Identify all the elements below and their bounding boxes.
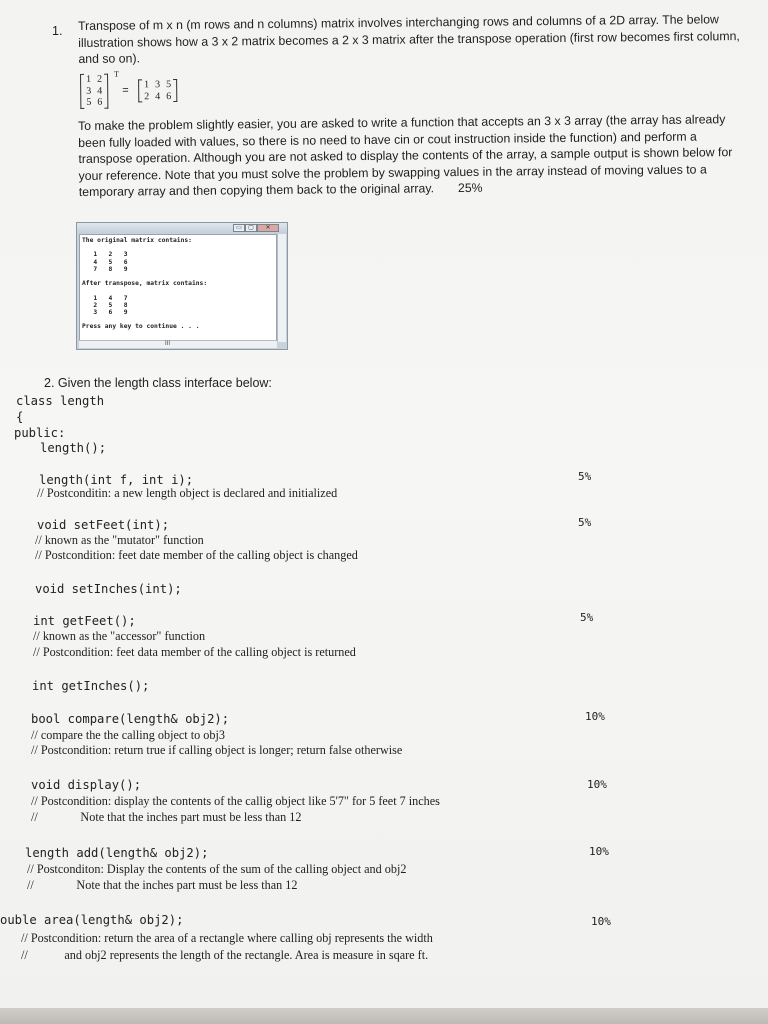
member-declaration: void setFeet(int); — [37, 518, 170, 532]
console-window-screenshot — [76, 222, 288, 350]
member-declaration: bool compare(length& obj2); — [31, 712, 230, 726]
class-declaration: class length — [16, 394, 105, 408]
member-comment: // Postcondition: feet date member of the calling object is changed — [35, 548, 358, 562]
public-label: public: — [14, 426, 66, 440]
maximize-icon: ▢ — [245, 224, 257, 232]
member-comment: // Postconditin: a new length object is declared and initialized — [37, 486, 338, 500]
q1-para-line: To make the problem slightly easier, you are asked to write a function that accepts an 3 x 3 array (the array has already — [78, 112, 726, 133]
member-comment: // Postcondition: return the area of a rectangle where calling obj represents the width — [21, 931, 433, 945]
matrix-3x2: 1 2 3 4 5 6 — [80, 74, 108, 109]
console-line: The original matrix contains: — [82, 237, 192, 244]
member-comment: // Postcondition: feet data member of the calling object is returned — [33, 645, 356, 659]
member-comment: // known as the "mutator" function — [35, 533, 204, 547]
transpose-illustration — [78, 71, 218, 120]
member-comment: // Note that the inches part must be less than 12 — [31, 810, 302, 824]
console-output — [79, 234, 277, 342]
item-percent: 10% — [585, 710, 605, 723]
default-constructor: length(); — [40, 441, 107, 455]
q1-instructions — [78, 111, 759, 201]
console-vscrollbar — [277, 234, 286, 342]
member-comment: // Postcondition: display the contents of the callig object like 5'7" for 5 feet 7 inches — [31, 794, 440, 808]
member-declaration: ouble area(length& obj2); — [0, 913, 184, 927]
console-line: 1 2 3 — [82, 251, 128, 259]
q1-para-line: transpose operation. Although you are not asked to display the contents of the array, a sample output is shown below for — [78, 145, 733, 166]
console-hscrollbar — [79, 340, 277, 348]
q1-intro-line: Transpose of m x n (m rows and n columns) matrix involves interchanging rows and columns of a 2D array. The below — [78, 12, 719, 33]
item-percent: 10% — [587, 778, 607, 791]
desk-edge — [0, 1008, 768, 1024]
q1-number: 1. — [52, 24, 63, 38]
close-icon: ✕ — [257, 224, 279, 232]
console-line: 7 8 9 — [82, 265, 128, 273]
item-percent: 10% — [591, 915, 611, 928]
member-declaration: length(int f, int i); — [39, 473, 194, 487]
transpose-symbol: T — [113, 69, 119, 79]
q1-para-line: been fully loaded with values, so there is no need to have cin or cout instruction inside the function) and perform a — [78, 129, 697, 150]
member-declaration: int getInches(); — [32, 679, 150, 693]
q2-heading: 2. Given the length class interface below: — [44, 376, 272, 390]
item-percent: 5% — [580, 611, 594, 624]
equals-sign: = — [122, 84, 129, 97]
console-line: Press any key to continue . . . — [82, 323, 200, 331]
member-comment: // and obj2 represents the length of the rectangle. Area is measure in sqare ft. — [21, 948, 429, 962]
item-percent: 5% — [578, 470, 592, 483]
hscroll-thumb-grip: III — [165, 341, 171, 347]
console-line: After transpose, matrix contains: — [82, 280, 208, 288]
member-declaration: void display(); — [31, 778, 142, 792]
console-line — [82, 244, 274, 251]
item-percent: 10% — [589, 845, 609, 858]
minimize-icon: ▭ — [233, 224, 245, 232]
item-percent: 5% — [578, 516, 592, 529]
member-comment: // Postconditon: Display the contents of the sum of the calling object and obj2 — [27, 862, 407, 876]
q1-intro-line: and so on). — [78, 51, 141, 66]
member-comment: // known as the "accessor" function — [33, 629, 206, 643]
q1-para-line: your reference. Note that you must solve the problem by swapping values in the array instead of moving values to a — [78, 161, 707, 183]
member-declaration: int getFeet(); — [33, 614, 136, 628]
console-line: 4 5 6 — [82, 258, 128, 266]
member-comment: // Note that the inches part must be less than 12 — [27, 878, 298, 892]
open-brace: { — [16, 410, 24, 424]
q1-intro — [78, 11, 768, 68]
q1-para-line-last: temporary array and then copying them back to the original array. 25% — [78, 180, 483, 199]
console-line: 2 5 8 — [82, 301, 128, 309]
q1-percent: 25% — [457, 180, 483, 196]
console-line — [82, 287, 274, 294]
console-line: 1 4 7 — [82, 294, 128, 302]
member-comment: // Postcondition: return true if calling object is longer; return false otherwise — [31, 743, 403, 757]
member-declaration: length add(length& obj2); — [25, 846, 209, 860]
member-declaration: void setInches(int); — [35, 582, 182, 596]
console-line: 3 6 9 — [82, 308, 128, 316]
member-comment: // compare the the calling object to obj3 — [31, 728, 225, 742]
q1-intro-line: illustration shows how a 3 x 2 matrix becomes a 2 x 3 matrix after the transpose operation (first row becomes first column, — [78, 28, 740, 50]
matrix-2x3: 1 3 5 2 4 6 — [138, 79, 177, 102]
